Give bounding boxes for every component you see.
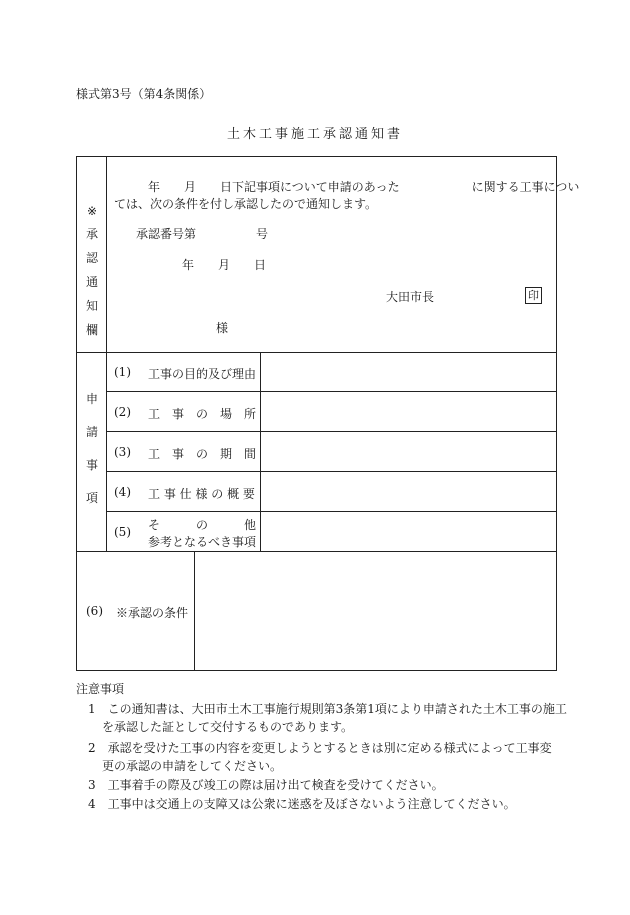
conditions-column-line — [194, 551, 195, 671]
table-left-border — [76, 156, 77, 671]
row-divider-3 — [106, 471, 556, 472]
application-side-label — [84, 390, 100, 506]
approval-section-divider — [76, 352, 556, 353]
recipient-suffix: 様 — [216, 321, 229, 335]
row-label-other: そ の 他 — [148, 518, 257, 532]
side-label-column-line — [106, 156, 107, 552]
side-char: 認 — [85, 251, 98, 265]
application-label-column-line — [260, 352, 261, 551]
note-item-2-cont: 更の承認の申請をしてください。 — [102, 759, 283, 773]
form-number: 様式第3号（第4条関係） — [76, 87, 212, 101]
approval-number: 承認番号第 号 — [136, 227, 269, 241]
row-label-location: 工 事 の 場 所 — [148, 407, 257, 421]
note-item-1: 1 この通知書は、大田市土木工事施行規則第3条第1項により申請された土木工事の施工 — [88, 702, 567, 716]
document-title: 土木工事施工承認通知書 — [226, 127, 403, 142]
approval-side-label — [84, 204, 100, 338]
application-section-divider — [76, 551, 556, 552]
note-item-3: 3 工事着手の際及び竣工の際は届け出て検査を受けてください。 — [88, 778, 444, 792]
table-top-border — [76, 156, 556, 157]
row-divider-1 — [106, 391, 556, 392]
side-char: 項 — [85, 491, 98, 505]
row-label-purpose: 工事の目的及び理由 — [148, 367, 257, 381]
side-char: 通 — [85, 275, 98, 289]
side-char: ※ — [86, 204, 98, 218]
table-bottom-border — [76, 670, 557, 671]
side-char: 承 — [85, 227, 98, 241]
approval-paragraph-line1: 年 月 日下記事項について申請のあった に関する工事につい — [148, 180, 580, 194]
seal-mark: 印 — [525, 287, 542, 304]
notes-heading: 注意事項 — [76, 682, 125, 696]
row-number: (1) — [114, 365, 131, 379]
row-label-specification: 工 事 仕 様 の 概 要 — [148, 487, 255, 501]
row-number: (5) — [114, 525, 131, 539]
side-char: 知 — [85, 299, 98, 313]
row-number: (4) — [114, 485, 131, 499]
approval-date: 年 月 日 — [182, 258, 267, 272]
row-number: (3) — [114, 445, 131, 459]
side-char: 欄 — [85, 323, 98, 337]
row-divider-4 — [106, 511, 556, 512]
row-divider-2 — [106, 431, 556, 432]
side-char: 申 — [85, 392, 98, 406]
note-item-2: 2 承認を受けた工事の内容を変更しようとするときは別に定める様式によって工事変 — [88, 741, 552, 755]
note-item-4: 4 工事中は交通上の支障又は公衆に迷惑を及ぼさないよう注意してください。 — [88, 797, 516, 811]
conditions-label: ※承認の条件 — [116, 606, 189, 620]
row-label-reference: 参考となるべき事項 — [148, 535, 257, 549]
issuer-name: 大田市長 — [386, 290, 435, 304]
approval-paragraph-line2: ては、次の条件を付し承認したので通知します。 — [114, 197, 378, 211]
side-char: 事 — [85, 458, 98, 472]
note-item-1-cont: を承認した証として交付するものであります。 — [102, 720, 354, 734]
row-number: (2) — [114, 405, 131, 419]
table-right-border — [556, 156, 557, 671]
conditions-number: (6) — [86, 604, 103, 618]
row-label-period: 工 事 の 期 間 — [148, 447, 257, 461]
side-char: 請 — [85, 425, 98, 439]
